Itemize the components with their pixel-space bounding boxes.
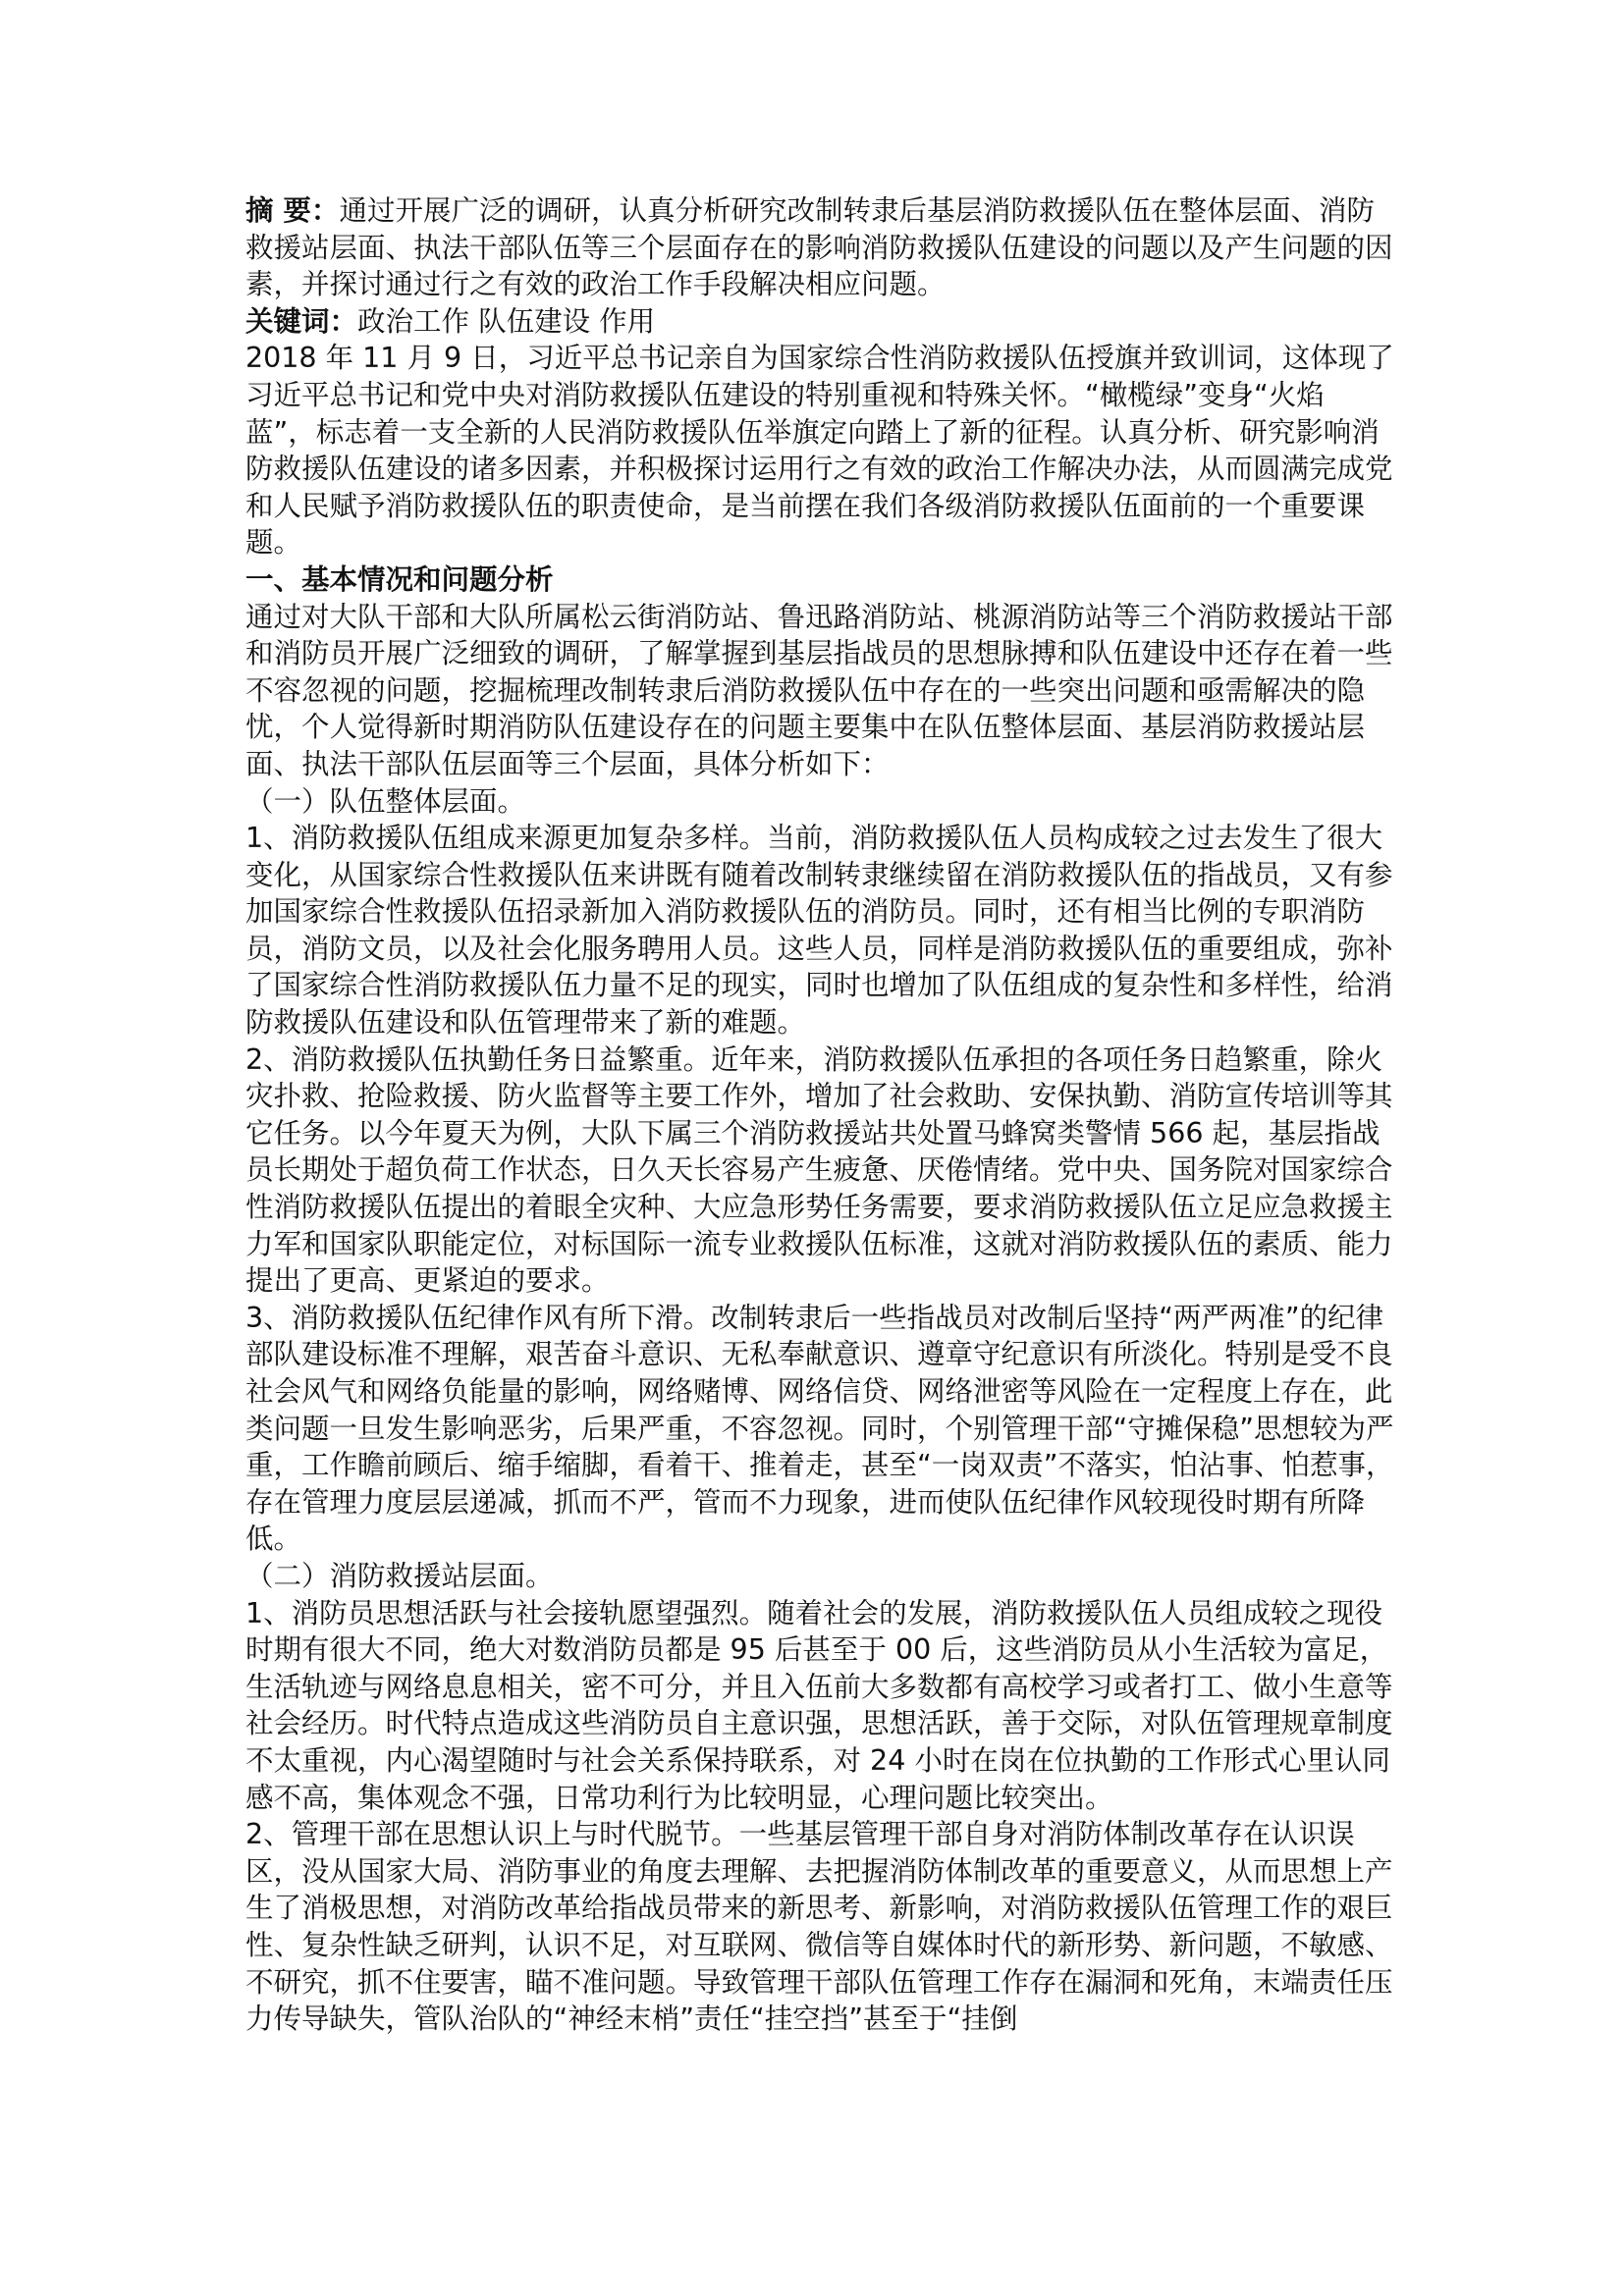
keywords-text: 政治工作 队伍建设 作用 xyxy=(357,304,656,338)
section-heading: 一、基本情况和问题分析 xyxy=(245,562,554,596)
keywords-paragraph xyxy=(245,303,1394,341)
overview-paragraph: 通过对大队干部和大队所属松云街消防站、鲁迅路消防站、桃源消防站等三个消防救援站干部和消防员开展广泛细致的调研，了解掌握到基层指战员的思想脉搏和队伍建设中还存在着一些不容忽视的问题，挖掘梳理改制转隶后消防救援队伍中存在的一些突出问题和亟需解决的隐忧，个人觉得新时期消防队伍建设存在的问题主要集中在队伍整体层面、基层消防救援站层面、执法干部队伍层面等三个层面，具体分析如下： xyxy=(245,600,1393,780)
list-item: 1、消防员思想活跃与社会接轨愿望强烈。随着社会的发展，消防救援队伍人员组成较之现役时期有很大不同，绝大对数消防员都是 95 后甚至于 00 后，这些消防员从小生活较为富足，生活轨迹与网络息息相关，密不可分，并且入伍前大多数都有高校学习或者打工、做小生意等社会经历。时代特点造成这些消防员自主意识强，思想活跃，善于交际，对队伍管理规章制度不太重视，内心渴望随时与社会关系保持联系，对 24 小时在岗在位执勤的工作形式心里认同感不高，集体观念不强，日常功利行为比较明显，心理问题比较突出。 xyxy=(245,1596,1393,1814)
keywords-label: 关键词： xyxy=(245,304,358,338)
subsection-heading: （二）消防救援站层面。 xyxy=(245,1559,554,1592)
abstract-text: 通过开展广泛的调研，认真分析研究改制转隶后基层消防救援队伍在整体层面、消防救援站层面、执法干部队伍等三个层面存在的影响消防救援队伍建设的问题以及产生问题的因素，并探讨通过行之有效的政治工作手段解决相应问题。 xyxy=(245,194,1393,301)
intro-paragraph: 2018 年 11 月 9 日，习近平总书记亲自为国家综合性消防救援队伍授旗并致训词，这体现了习近平总书记和党中央对消防救援队伍建设的特别重视和特殊关怀。“橄榄绿”变身“火焰蓝”，标志着一支全新的人民消防救援队伍举旗定向踏上了新的征程。认真分析、研究影响消防救援队伍建设的诸多因素，并积极探讨运用行之有效的政治工作解决办法，从而圆满完成党和人民赋予消防救援队伍的职责使命，是当前摆在我们各级消防救援队伍面前的一个重要课题。 xyxy=(245,342,1394,560)
abstract-paragraph xyxy=(245,192,1394,303)
document-body xyxy=(245,192,1394,2038)
list-item: 2、管理干部在思想认识上与时代脱节。一些基层管理干部自身对消防体制改革存在认识误区，没从国家大局、消防事业的角度去理解、去把握消防体制改革的重要意义，从而思想上产生了消极思想，对消防改革给指战员带来的新思考、新影响，对消防救援队伍管理工作的艰巨性、复杂性缺乏研判，认识不足，对互联网、微信等自媒体时代的新形势、新问题，不敏感、不研究，抓不住要害，瞄不准问题。导致管理干部队伍管理工作存在漏洞和死角，末端责任压力传导缺失，管队治队的“神经末梢”责任“挂空挡”甚至于“挂倒 xyxy=(245,1818,1393,2036)
abstract-label: 摘 要： xyxy=(245,194,340,227)
list-item: 2、消防救援队伍执勤任务日益繁重。近年来，消防救援队伍承担的各项任务日趋繁重，除火灾扑救、抢险救援、防火监督等主要工作外，增加了社会救助、安保执勤、消防宣传培训等其它任务。以今年夏天为例，大队下属三个消防救援站共处置马蜂窝类警情 566 起，基层指战员长期处于超负荷工作状态，日久天长容易产生疲惫、厌倦情绪。党中央、国务院对国家综合性消防救援队伍提出的着眼全灾种、大应急形势任务需要，要求消防救援队伍立足应急救援主力军和国家队职能定位，对标国际一流专业救援队伍标准，这就对消防救援队伍的素质、能力提出了更高、更紧迫的要求。 xyxy=(245,1042,1393,1298)
subsection-heading: （一）队伍整体层面。 xyxy=(245,784,526,818)
list-item: 1、消防救援队伍组成来源更加复杂多样。当前，消防救援队伍人员构成较之过去发生了很大变化，从国家综合性救援队伍来讲既有随着改制转隶继续留在消防救援队伍的指战员，又有参加国家综合性救援队伍招录新加入消防救援队伍的消防员。同时，还有相当比例的专职消防员，消防文员，以及社会化服务聘用人员。这些人员，同样是消防救援队伍的重要组成，弥补了国家综合性消防救援队伍力量不足的现实，同时也增加了队伍组成的复杂性和多样性，给消防救援队伍建设和队伍管理带来了新的难题。 xyxy=(245,822,1393,1040)
list-item: 3、消防救援队伍纪律作风有所下滑。改制转隶后一些指战员对改制后坚持“两严两准”的纪律部队建设标准不理解，艰苦奋斗意识、无私奉献意识、遵章守纪意识有所淡化。特别是受不良社会风气和网络负能量的影响，网络赌博、网络信贷、网络泄密等风险在一定程度上存在，此类问题一旦发生影响恶劣，后果严重，不容忽视。同时，个别管理干部“守摊保稳”思想较为严重，工作瞻前顾后、缩手缩脚，看着干、推着走，甚至“一岗双责”不落实，怕沾事、怕惹事，存在管理力度层层递减，抓而不严，管而不力现象，进而使队伍纪律作风较现役时期有所降低。 xyxy=(245,1301,1394,1556)
